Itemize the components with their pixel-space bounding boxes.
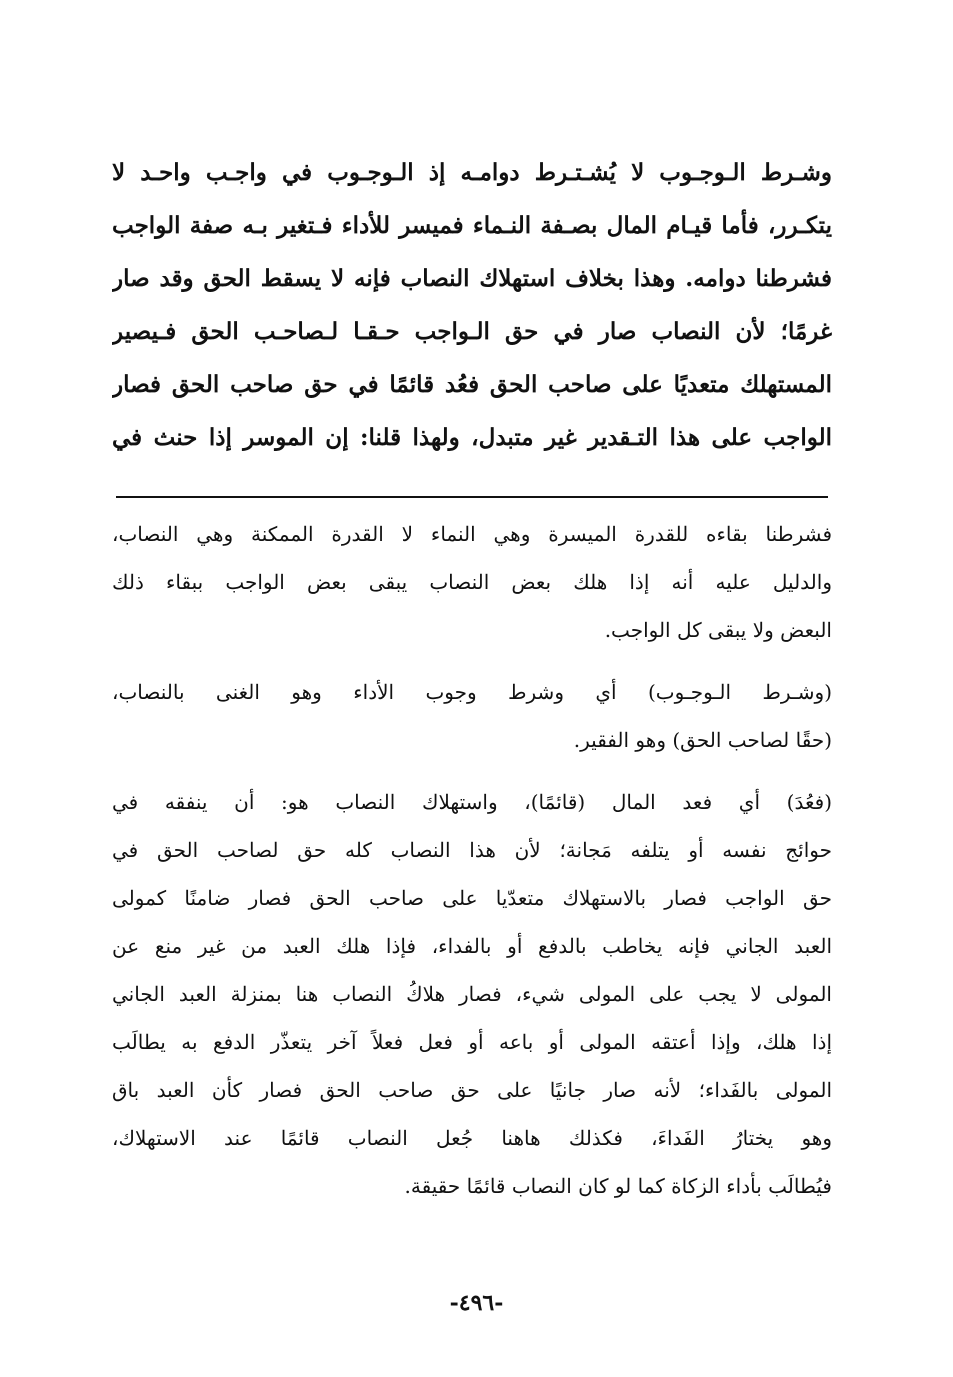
commentary-block [112, 510, 832, 1210]
commentary-line: المولى لا يجب على المولى شيء، فصار هلاكُ النصاب هنا بمنزلة العبد الجاني [112, 982, 832, 1006]
commentary-line: (وشـرط الـوجـوب) أي وشرط وجوب الأداء وهو الغنى بالنصاب، [112, 680, 832, 704]
commentary-line: والدليل عليه أنه إذا هلك بعض النصاب يبقى بعض الواجب ببقاء ذلك [112, 570, 832, 594]
commentary-line: (فعُدَ) أي فعد المال (قائمًا)، واستهلاك النصاب هو: أن ينفقه في [112, 790, 832, 814]
commentary-line: العبد الجاني فإنه يخاطب بالدفع أو بالفداء، فإذا هلك العبد من غير منع عن [112, 934, 832, 958]
commentary-line: فشرطنا بقاءه للقدرة الميسرة وهي النماء لا القدرة الممكنة وهي النصاب، [112, 522, 832, 546]
main-text-block [112, 146, 832, 464]
commentary-line: إذا هلك، وإذا أعتقه المولى أو باعه أو فعل فعلاً آخر يتعذّر الدفع به يطالَب [112, 1030, 832, 1054]
commentary-line: البعض ولا يبقى كل الواجب. [604, 618, 832, 642]
commentary-paragraph [112, 778, 832, 1210]
commentary-line: (حقًا لصاحب الحق) وهو الفقير. [573, 728, 832, 752]
main-text-line: وشـرط الـوجـوب لا يُشـتـرط دوامـه إذ الـوجـوب في واجـب واحـد لا [112, 159, 832, 186]
commentary-line: وهو يختارُ الفَداءَ، فكذلك هاهنا جُعل النصاب قائمًا عند الاستهلاك، [112, 1126, 832, 1150]
footnote-separator [116, 496, 828, 498]
commentary-paragraph [112, 668, 832, 764]
main-text-line: يتكـرر، فأما قيـام المال بصـفة النـماء فميسر للأداء فـتغير بـه صفة الواجب [112, 212, 832, 239]
commentary-line: فيُطالَب بأداء الزكاة كما لو كان النصاب قائمًا حقيقة. [404, 1174, 832, 1198]
page-number: -٤٩٦- [449, 1290, 504, 1316]
commentary-paragraph [112, 510, 832, 654]
main-text-line: غرمًا؛ لأن النصاب صار في حق الـواجب حـقـا لـصاحـب الحق فـيصير [112, 318, 832, 345]
commentary-line: حق الواجب فصار بالاستهلاك متعدّيا على صاحب الحق فصار ضامنًا كمولى [112, 886, 832, 910]
commentary-line: حوائج نفسه أو يتلفه مَجانة؛ لأن هذا النصاب كله حق لصاحب الحق في [112, 838, 832, 862]
commentary-line: المولى بالفَداء؛ لأنه صار جانيًا على حق صاحب الحق فصار كأن العبد باق [112, 1078, 832, 1102]
main-text-line: الواجب على هذا التـقدير غير متبدل، ولهذا قلنا: إن الموسر إذا حنث في [112, 424, 832, 451]
main-text-line: فشرطنا دوامه. وهذا بخلاف استهلاك النصاب فإنه لا يسقط الحق وقد صار [112, 265, 832, 292]
main-text-line: المستهلك متعديًا على صاحب الحق فعُد قائمًا في حق صاحب الحق فصار [112, 371, 832, 398]
